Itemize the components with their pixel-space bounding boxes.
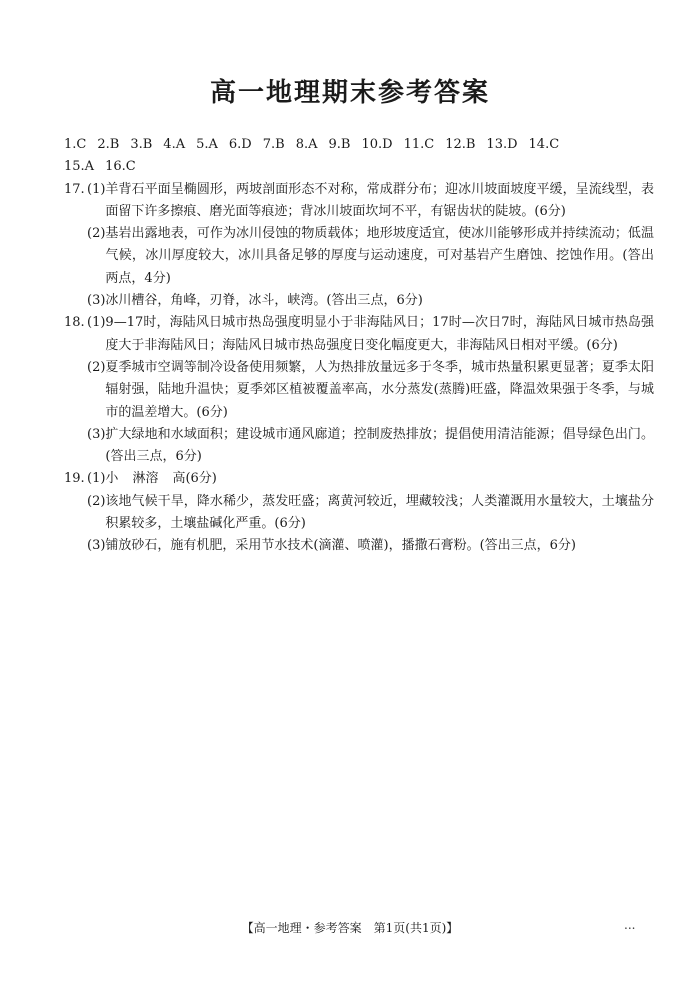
part-label: (3)	[87, 293, 106, 309]
answer-word: 淋溶	[132, 471, 159, 487]
question-18	[64, 312, 654, 468]
question-number: 19.	[64, 471, 85, 487]
answer-part	[87, 468, 654, 490]
answer-content	[64, 134, 654, 558]
mc-answer: 16.C	[105, 159, 136, 175]
answer-part	[87, 223, 654, 290]
question-19	[64, 468, 654, 557]
mc-answer: 4.A	[163, 137, 186, 152]
mc-answer: 10.D	[361, 137, 393, 152]
mc-answer: 5.A	[196, 137, 218, 152]
part-label: (2)	[87, 359, 106, 375]
mc-answer: 12.B	[445, 137, 476, 152]
part-text: 9—17时，海陆风日城市热岛强度明显小于非海陆风日；17时—次日7时，海陆风日城市热岛强度大于非海陆风日；海陆风日城市热岛强度日变化幅度更大，非海陆风日相对平缓。(6分)	[105, 315, 654, 353]
part-text: 铺放砂石，施有机肥，采用节水技术(滴灌、喷灌)，播撒石膏粉。(答出三点，6分)	[105, 538, 576, 554]
mc-answer: 14.C	[528, 137, 560, 152]
mc-answer: 8.A	[295, 137, 318, 152]
part-text: 夏季城市空调等制冷设备使用频繁，人为热排放量远多于冬季，城市热量积累更显著；夏季太阳辐射强，陆地升温快；夏季郊区植被覆盖率高，水分蒸发(蒸腾)旺盛，降温效果强于冬季，与城市的温差增大。(6分)	[105, 359, 654, 420]
answer-part	[87, 424, 654, 469]
part-text: 羊背石平面呈椭圆形，两坡剖面形态不对称，常成群分布；迎冰川坡面坡度平缓，呈流线型，表面留下许多擦痕、磨光面等痕迹；背冰川坡面坎坷不平，有锯齿状的陡坡。(6分)	[105, 181, 654, 219]
mc-answer: 6.D	[228, 137, 252, 152]
answer-part	[87, 179, 654, 224]
mc-answer: 1.C	[64, 137, 87, 152]
corner-mark: ...	[624, 918, 636, 932]
answer-part	[87, 290, 654, 312]
mc-answers-line-1	[64, 134, 654, 156]
mc-answer: 2.B	[97, 137, 120, 152]
mc-answer: 13.D	[486, 137, 518, 152]
mc-answer: 3.B	[130, 137, 153, 152]
part-text: 基岩出露地表，可作为冰川侵蚀的物质载体；地形坡度适宜，使冰川能够形成并持续流动；低温气候，冰川厚度较大，冰川具备足够的厚度与运动速度，可对基岩产生磨蚀、挖蚀作用。(答出两点，4分)	[105, 226, 654, 286]
mc-answers-line-2	[64, 156, 654, 178]
part-text: 扩大绿地和水域面积；建设城市通风廊道；控制废热排放；提倡使用清洁能源；倡导绿色出门。(答出三点，6分)	[105, 426, 654, 465]
mc-answer: 9.B	[328, 137, 351, 152]
part-text: 冰川槽谷，角峰，刃脊，冰斗，峡湾。(答出三点，6分)	[105, 293, 423, 309]
mc-answer: 7.B	[262, 137, 285, 152]
part-text: 该地气候干旱，降水稀少，蒸发旺盛；离黄河较近，埋藏较浅；人类灌溉用水量较大，土壤盐分积累较多，土壤盐碱化严重。(6分)	[105, 493, 654, 532]
answer-word: 高(6分)	[172, 471, 217, 487]
part-label: (1)	[87, 181, 106, 197]
answer-part	[87, 535, 654, 557]
mc-answer: 15.A	[64, 159, 95, 175]
part-label: (3)	[87, 538, 106, 554]
part-label: (2)	[87, 493, 106, 509]
question-number: 18.	[64, 315, 85, 331]
answer-part	[87, 312, 654, 357]
question-17	[64, 179, 654, 313]
answer-word: 小	[105, 471, 119, 487]
part-label: (1)	[87, 315, 106, 331]
part-label: (1)	[87, 471, 106, 487]
answer-part	[87, 491, 654, 536]
part-label: (3)	[87, 426, 106, 442]
question-number: 17.	[64, 181, 85, 197]
answer-part	[87, 357, 654, 424]
page-footer: 【高一地理・参考答案 第1页(共1页)】	[241, 921, 459, 935]
page-title: 高一地理期末参考答案	[209, 78, 490, 108]
mc-answer: 11.C	[403, 137, 435, 152]
part-label: (2)	[87, 226, 106, 242]
